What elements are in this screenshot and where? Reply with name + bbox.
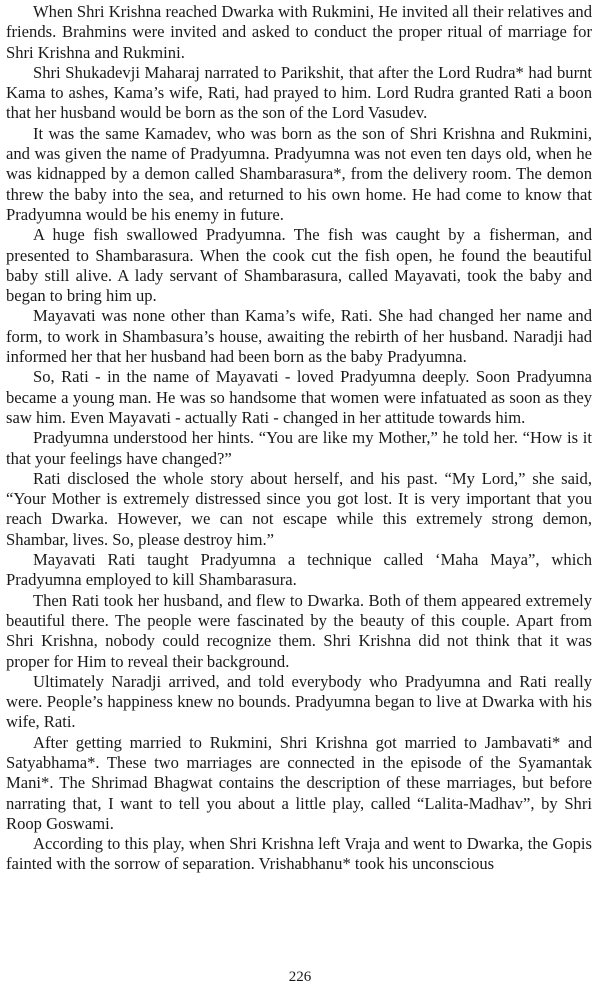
paragraph: Rati disclosed the whole story about herself, and his past. “My Lord,” she said, “Your Mother is extremely distressed since you got lost. It is very important that you reach Dwarka. However, we can not escape while this extremely strong demon, Shambar, lives. So, please destroy him.” [6, 468, 592, 549]
paragraph: According to this play, when Shri Krishna left Vraja and went to Dwarka, the Gopis fainted with the sorrow of separation. Vrishabhanu* took his unconscious [6, 834, 592, 874]
paragraph: When Shri Krishna reached Dwarka with Rukmini, He invited all their relatives and friends. Brahmins were invited and asked to conduct the proper ritual of marriage for Shri Krishna and Rukmini. [6, 2, 592, 62]
paragraph: Ultimately Naradji arrived, and told everybody who Pradyumna and Rati really were. People’s happiness knew no bounds. Pradyumna began to live at Dwarka with his wife, Rati. [6, 671, 592, 732]
paragraph: Mayavati was none other than Kama’s wife, Rati. She had changed her name and form, to work in Shambasura’s house, awaiting the rebirth of her husband. Naradji had informed her that her husband had been born as the baby Pradyumna. [6, 306, 592, 367]
page-number: 226 [288, 969, 312, 985]
paragraph: So, Rati - in the name of Mayavati - loved Pradyumna deeply. Soon Pradyumna became a young man. He was so handsome that women were infatuated as soon as they saw him. Even Mayavati - actually Rati - changed in her attitude towards him. [6, 367, 592, 427]
paragraph: Pradyumna understood her hints. “You are like my Mother,” he told her. “How is it that your feelings have changed?” [6, 428, 592, 468]
paragraph: It was the same Kamadev, who was born as the son of Shri Krishna and Rukmini, and was given the name of Pradyumna. Pradyumna was not even ten days old, when he was kidnapped by a demon called Shambarasura*, from the delivery room. The demon threw the baby into the sea, and returned to his own home. He had come to know that Pradyumna would be his enemy in future. [6, 123, 592, 224]
paragraph: Shri Shukadevji Maharaj narrated to Parikshit, that after the Lord Rudra* had burnt Kama to ashes, Kama’s wife, Rati, had prayed to him. Lord Rudra granted Rati a boon that her husband would be born as the son of the Lord Vasudev. [6, 62, 592, 123]
paragraph: Mayavati Rati taught Pradyumna a technique called ‘Maha Maya”, which Pradyumna employed to kill Shambarasura. [6, 550, 592, 590]
body-text [6, 2, 592, 875]
paragraph: Then Rati took her husband, and flew to Dwarka. Both of them appeared extremely beautiful there. The people were fascinated by the beauty of this couple. Apart from Shri Krishna, nobody could recognize them. Shri Krishna did not think that it was proper for Him to reveal their background. [6, 590, 592, 671]
paragraph: A huge fish swallowed Pradyumna. The fish was caught by a fisherman, and presented to Shambarasura. When the cook cut the fish open, he found the beautiful baby still alive. A lady servant of Shambarasura, called Mayavati, took the baby and began to bring him up. [6, 225, 592, 306]
paragraph: After getting married to Rukmini, Shri Krishna got married to Jambavati* and Satyabhama*. These two marriages are connected in the episode of the Syamantak Mani*. The Shrimad Bhagwat contains the description of these marriages, but before narrating that, I want to tell you about a little play, called “Lalita-Madhav”, by Shri Roop Goswami. [6, 732, 592, 833]
